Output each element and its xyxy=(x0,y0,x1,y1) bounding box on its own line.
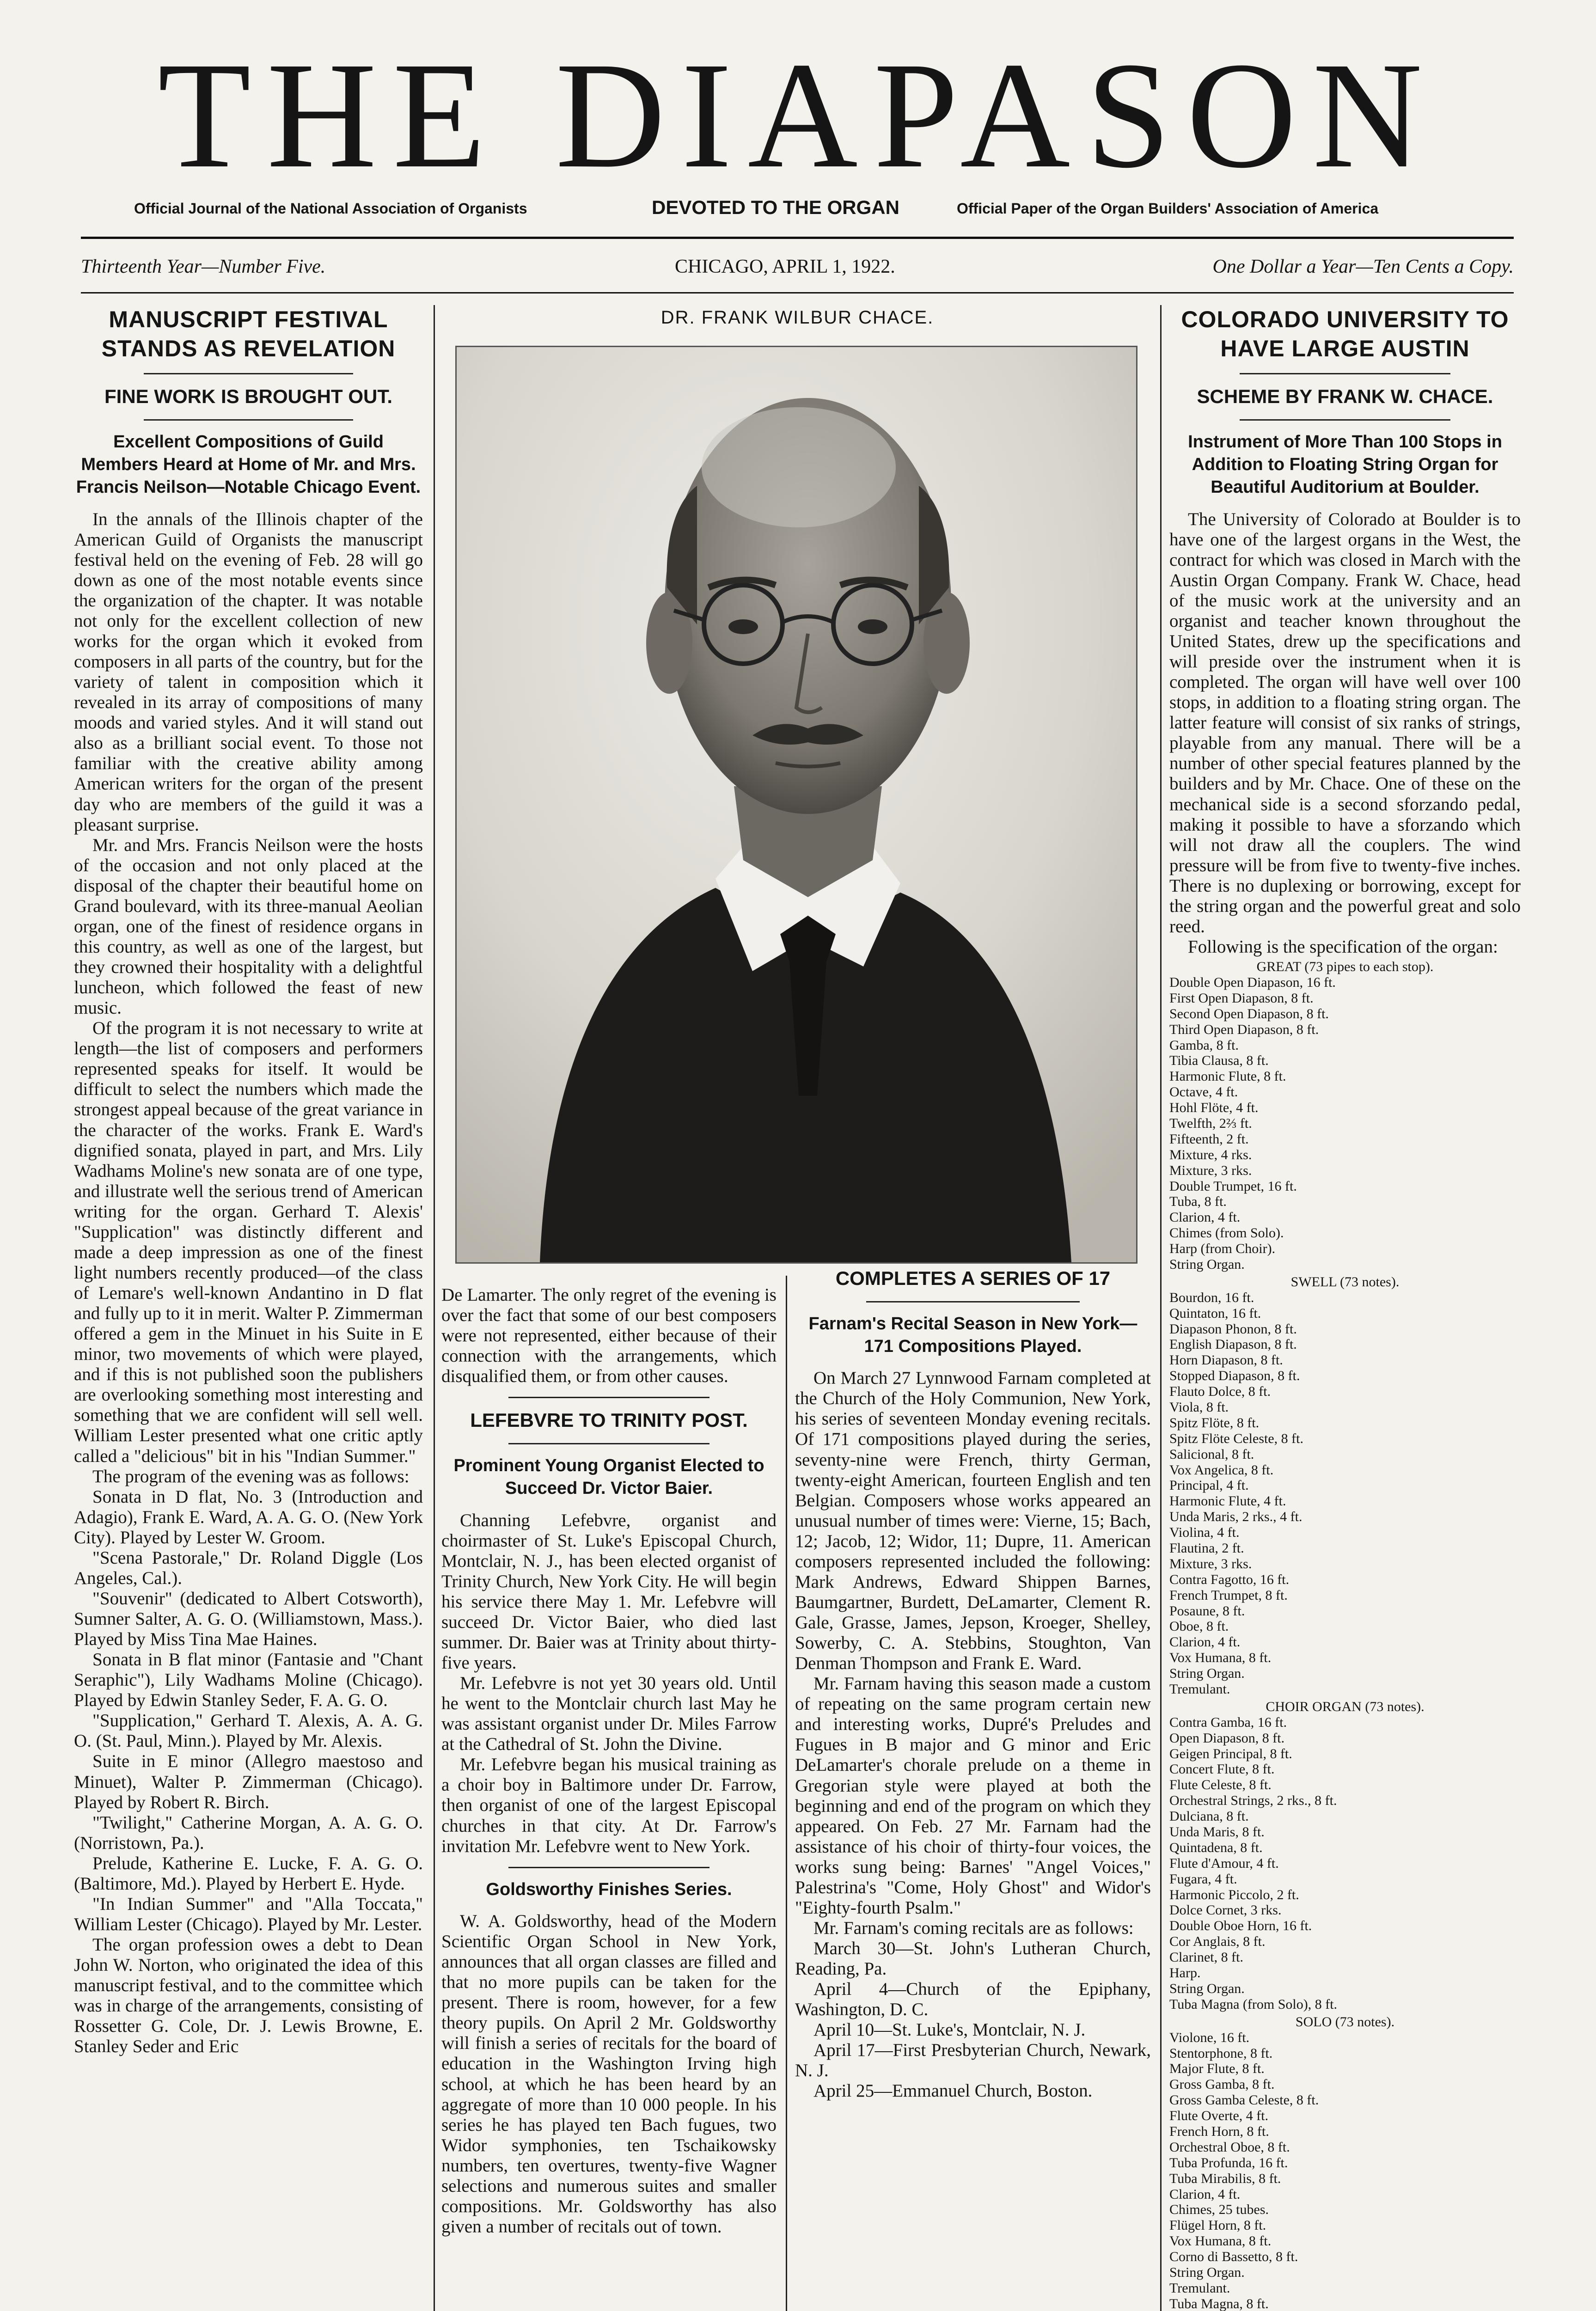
spec-stop: Spitz Flöte Celeste, 8 ft. xyxy=(1169,1431,1303,1446)
portrait-photo xyxy=(455,346,1137,1264)
paragraph: Mr. and Mrs. Francis Neilson were the hosts of the occasion and not only placed at the disposal of the chapter their beautiful home on Grand boulevard, with its three-manual Aeolian organ, one of the finest of residence organs in this country, as well as one of the largest, but they crowned their hospitality with a delightful luncheon, which followed the feast of new music. xyxy=(74,835,423,1018)
spec-stop: Horn Diapason, 8 ft. xyxy=(1169,1352,1283,1368)
rule xyxy=(1240,373,1450,374)
spec-stop: Flute d'Amour, 4 ft. xyxy=(1169,1855,1279,1871)
spec-stop: Quintadena, 8 ft. xyxy=(1169,1840,1263,1855)
continuation-manuscript-festival: De Lamarter. The only regret of the evening is over the fact that some of our best composers were not represented, either because of their connection with the arrangements, which disqualified them, or from other causes. xyxy=(441,1285,777,1387)
paragraph: The program of the evening was as follows: xyxy=(92,1466,410,1486)
spec-stop: Tuba Profunda, 16 ft. xyxy=(1169,2155,1288,2170)
program-item: "In Indian Summer" and "Alla Toccata," William Lester (Chicago). Played by Mr. Lester. xyxy=(74,1894,423,1934)
deck-lefebvre: Prominent Young Organist Elected to Succeed Dr. Victor Baier. xyxy=(453,1455,764,1498)
paragraph: Of the program it is not necessary to write at length—the list of composers and performers represented speaks for itself. It would be difficult to select the numbers which made the strongest appeal because of the great variance in the character of the works. Frank E. Ward's dignified sonata, played in part, and Mrs. Lily Wadhams Moline's new sonata are of one type, and illustrate well the serious trend of American writing for the organ. Gerhard T. Alexis' "Supplication" was distinctly different and made a deep impression as one of the finest light numbers recently produced—of the class of Lemare's well-known Andantino in D flat and fully up to it in merit. Walter P. Zimmerman offered a gem in the Minuet in his Suite in E minor, two movements of which were played, and if this is not published soon the publishers are overlooking something most interesting and something that we are confident will sell well. William Lester presented what one critic aptly called a "delicious" bit in his "Indian Summer." xyxy=(74,1018,423,1466)
spec-stop: Contra Gamba, 16 ft. xyxy=(1169,1714,1287,1730)
column-rule-1 xyxy=(434,305,435,2311)
article-manuscript-festival xyxy=(74,305,423,2057)
masthead-rule xyxy=(81,237,1514,239)
article-farnam xyxy=(795,1266,1151,2102)
rule xyxy=(508,1397,709,1398)
spec-stop: String Organ. xyxy=(1169,2264,1245,2280)
spec-stop: Hohl Flöte, 4 ft. xyxy=(1169,1100,1259,1116)
paragraph: Mr. Lefebvre is not yet 30 years old. Until he went to the Montclair church last May he was assistant organist under Dr. Miles Farrow at the Cathedral of St. John the Divine. xyxy=(441,1673,777,1755)
paragraph: The organ profession owes a debt to Dean John W. Norton, who originated the idea of this manuscript festival, and to the committee which was in charge of the arrangements, consisting of Rossetter G. Cole, Dr. J. Lewis Browne, E. Stanley Seder and Eric xyxy=(74,1935,423,2057)
spec-stop: Oboe, 8 ft. xyxy=(1169,1619,1229,1634)
spec-stop: Chimes, 25 tubes. xyxy=(1169,2202,1269,2218)
headline-manuscript-festival: MANUSCRIPT FESTIVAL STANDS AS REVELATION xyxy=(101,306,396,361)
spec-stop: Vox Humana, 8 ft. xyxy=(1169,2233,1272,2249)
spec-stop: Fugara, 4 ft. xyxy=(1169,1871,1237,1887)
rule xyxy=(866,1301,1080,1302)
column-rule-2 xyxy=(786,1276,787,2311)
spec-stop: Harp (from Choir). xyxy=(1169,1241,1276,1257)
masthead-subtitles xyxy=(106,196,1493,224)
subhead-fine-work: FINE WORK IS BROUGHT OUT. xyxy=(104,385,392,407)
headline-goldsworthy: Goldsworthy Finishes Series. xyxy=(486,1879,732,1899)
program-item: "Twilight," Catherine Morgan, A. A. G. O. (Norristown, Pa.). xyxy=(74,1812,423,1853)
spec-stop: Orchestral Strings, 2 rks., 8 ft. xyxy=(1169,1793,1337,1809)
paragraph: W. A. Goldsworthy, head of the Modern Scientific Organ School in New York, announces that all organ classes are filled and that no more pupils can be taken for the present. There is room, however, for a few theory pupils. On April 2 Mr. Goldsworthy will finish a series of recitals for the board of education in the Washington Irving high school, at which he has been heard by an aggregate of more than 10 000 people. In his series he has played ten Bach fugues, two Widor symphonies, ten Tschaikowsky numbers, ten overtures, twenty-five Wagner selections and numerous suites and smaller compositions. Mr. Goldsworthy has also given a number of recitals out of town. xyxy=(441,1911,777,2237)
masthead-right-note: Official Paper of the Organ Builders' Association of America xyxy=(957,200,1379,217)
spec-stop: Third Open Diapason, 8 ft. xyxy=(1169,1021,1319,1037)
spec-division-heading: SOLO (73 notes). xyxy=(1295,2014,1395,2030)
program-item: "Scena Pastorale," Dr. Roland Diggle (Los Angeles, Cal.). xyxy=(74,1547,423,1588)
spec-stop: Concert Flute, 8 ft. xyxy=(1169,1761,1275,1777)
spec-stop: Double Oboe Horn, 16 ft. xyxy=(1169,1918,1312,1934)
spec-stop: Flauto Dolce, 8 ft. xyxy=(1169,1384,1271,1400)
spec-stop: Tremulant. xyxy=(1169,1681,1230,1697)
spec-stop: Double Open Diapason, 16 ft. xyxy=(1169,974,1336,990)
paragraph: The University of Colorado at Boulder is to have one of the largest organs in the West, the contract for which was closed in March with the Austin Organ Company. Frank W. Chace, head of the music work at the university and an organist and teacher known throughout the United States, drew up the specifications and will preside over the instrument when it is completed. The organ will have well over 100 stops, in addition to a floating string organ. The latter feature will consist of six ranks of strings, playable from any manual. There will be a number of other special features planned by the builders and by Mr. Chace. One of these on the mechanical side is a second sforzando pedal, making it possible to have a sforzando which will not draw all the couplers. The wind pressure will be from five to twenty-five inches. There is no duplexing or borrowing, except for the string organ and the powerful great and solo reed. xyxy=(1169,509,1521,936)
spec-stop: French Trumpet, 8 ft. xyxy=(1169,1587,1288,1603)
program-item: "Supplication," Gerhard T. Alexis, A. A. G. O. (St. Paul, Minn.). Played by Mr. Alexis. xyxy=(74,1711,423,1751)
photo-caption: DR. FRANK WILBUR CHACE. xyxy=(660,307,934,328)
spec-division-heading: CHOIR ORGAN (73 notes). xyxy=(1266,1699,1425,1714)
spec-stop: Tuba, 8 ft. xyxy=(1169,1194,1227,1210)
paragraph: Mr. Farnam having this season made a custom of repeating on the same program certain new and interesting works, Dupré's Preludes and Fugues in B major and G minor and Eric DeLamarter's chorale prelude on a theme in Gregorian style were played at both the beginning and end of the program on which they appeared. On Feb. 27 Mr. Farnam had the assistance of his choir of thirty-four voices, the works sung being: Barnes' "Angel Voices," Palestrina's "Come, Holy Ghost" and Widor's "Eighty-fourth Psalm." xyxy=(795,1674,1151,1918)
program-item: "Souvenir" (dedicated to Albert Cotsworth), Sumner Salter, A. G. O. (Williamstown, Mass.). Played by Miss Tina Mae Haines. xyxy=(74,1588,423,1650)
spec-stop: Second Open Diapason, 8 ft. xyxy=(1169,1006,1329,1021)
spec-stop: Spitz Flöte, 8 ft. xyxy=(1169,1415,1260,1431)
spec-stop: Stentorphone, 8 ft. xyxy=(1169,2045,1273,2061)
spec-stop: Viola, 8 ft. xyxy=(1169,1399,1229,1415)
paragraph: Following is the specification of the organ: xyxy=(1188,936,1498,957)
spec-stop: Tuba Mirabilis, 8 ft. xyxy=(1169,2170,1281,2186)
dateline-price: One Dollar a Year—Ten Cents a Copy. xyxy=(1212,256,1514,277)
spec-stop: String Organ. xyxy=(1169,1981,1245,1996)
spec-division-heading: GREAT (73 pipes to each stop). xyxy=(1256,959,1434,975)
spec-stop: Tremulant. xyxy=(1169,2280,1230,2296)
dateline-rule xyxy=(81,292,1514,293)
headline-colorado: COLORADO UNIVERSITY TO HAVE LARGE AUSTIN xyxy=(1181,306,1509,361)
spec-stop: Violone, 16 ft. xyxy=(1169,2030,1250,2045)
headline-farnam: COMPLETES A SERIES OF 17 xyxy=(835,1267,1111,1289)
program-item: Sonata in D flat, No. 3 (Introduction and Adagio), Frank E. Ward, A. A. G. O. (New York City). Played by Lester W. Groom. xyxy=(74,1486,423,1547)
paragraph: Channing Lefebvre, organist and choirmaster of St. Luke's Episcopal Church, Montclair, N. J., has been elected organist of Trinity Church, New York City. He will begin his service there May 1. Mr. Lefebvre will succeed Dr. Victor Baier, who died last summer. Dr. Baier was at Trinity about thirty-five years. xyxy=(441,1510,777,1673)
masthead-title: THE DIAPASON xyxy=(158,31,1438,200)
deck-manuscript-festival: Excellent Compositions of Guild Members Heard at Home of Mr. and Mrs. Francis Neilson—Notable Chicago Event. xyxy=(76,432,421,497)
spec-stop: Geigen Principal, 8 ft. xyxy=(1169,1746,1292,1761)
program-item: Suite in E minor (Allegro maestoso and Minuet), Walter P. Zimmerman (Chicago). Played by Robert R. Birch. xyxy=(74,1751,423,1812)
headline-lefebvre: LEFEBVRE TO TRINITY POST. xyxy=(470,1409,748,1431)
program-item: Sonata in B flat minor (Fantasie and "Chant Seraphic"), Lily Wadhams Moline (Chicago). Played by Edwin Stanley Seder, F. A. G. O. xyxy=(74,1650,423,1711)
spec-stop: French Horn, 8 ft. xyxy=(1169,2123,1269,2139)
spec-stop: English Diapason, 8 ft. xyxy=(1169,1337,1297,1352)
rule xyxy=(508,1867,709,1868)
spec-stop: Gross Gamba Celeste, 8 ft. xyxy=(1169,2092,1319,2108)
spec-stop: Harmonic Flute, 4 ft. xyxy=(1169,1493,1286,1509)
spec-stop: Stopped Diapason, 8 ft. xyxy=(1169,1368,1300,1384)
spec-stop: Twelfth, 2⅔ ft. xyxy=(1169,1115,1252,1131)
recital-date: April 17—First Presbyterian Church, Newark, N. J. xyxy=(795,2040,1151,2081)
spec-stop: Harmonic Flute, 8 ft. xyxy=(1169,1069,1286,1084)
spec-stop: Gross Gamba, 8 ft. xyxy=(1169,2077,1275,2092)
spec-stop: Flautina, 2 ft. xyxy=(1169,1541,1244,1556)
dateline xyxy=(81,256,1514,283)
spec-stop-list xyxy=(1169,1715,1521,2012)
spec-stop: Mixture, 4 rks. xyxy=(1169,1147,1252,1162)
paragraph: On March 27 Lynnwood Farnam completed at the Church of the Holy Communion, New York, his series of seventeen Monday evening recitals. Of 171 compositions played during the series, seventy-nine were French, thirty German, twenty-eight American, fourteen English and ten Belgian. Composers whose works appeared an unusual number of times were: Vierne, 15; Bach, 12; Jacob, 12; Widor, 11; Dupre, 11. American composers represented included the following: Mark Andrews, Edward Shippen Barnes, Baumgartner, Burdett, DeLamarter, Clement R. Gale, Grasse, James, Jepson, Kroeger, Shelley, Sowerby, C. A. Stebbins, Stoughton, Van Denman Thompson and Frank E. Ward. xyxy=(795,1368,1151,1674)
deck-farnam: Farnam's Recital Season in New York—171 Compositions Played. xyxy=(808,1314,1137,1356)
spec-stop: Contra Fagotto, 16 ft. xyxy=(1169,1571,1290,1587)
spec-stop: Dolce Cornet, 3 rks. xyxy=(1169,1902,1282,1918)
organ-specification xyxy=(1169,959,1521,2311)
spec-stop: Double Trumpet, 16 ft. xyxy=(1169,1178,1297,1194)
spec-stop: Posaune, 8 ft. xyxy=(1169,1603,1245,1619)
spec-stop: Unda Maris, 2 rks., 4 ft. xyxy=(1169,1509,1302,1525)
spec-stop: Vox Humana, 8 ft. xyxy=(1169,1650,1272,1666)
rule xyxy=(508,1443,709,1444)
rule xyxy=(144,373,353,374)
recital-date: March 30—St. John's Lutheran Church, Reading, Pa. xyxy=(795,1938,1151,1979)
spec-stop: Octave, 4 ft. xyxy=(1169,1084,1238,1100)
program-item: Prelude, Katherine E. Lucke, F. A. G. O. (Baltimore, Md.). Played by Herbert E. Hyde. xyxy=(74,1853,423,1894)
spec-stop: Harmonic Piccolo, 2 ft. xyxy=(1169,1887,1299,1902)
spec-stop: Flute Overte, 4 ft. xyxy=(1169,2108,1269,2124)
spec-stop: Mixture, 3 rks. xyxy=(1169,1556,1252,1571)
article-lefebvre xyxy=(441,1285,777,2237)
spec-stop-list xyxy=(1169,2030,1521,2311)
spec-stop: Open Diapason, 8 ft. xyxy=(1169,1730,1285,1746)
spec-stop: Clarion, 4 ft. xyxy=(1169,1634,1241,1650)
spec-stop: Corno di Bassetto, 8 ft. xyxy=(1169,2249,1298,2265)
spec-stop: Bourdon, 16 ft. xyxy=(1169,1290,1254,1305)
spec-stop: Violina, 4 ft. xyxy=(1169,1525,1240,1541)
paragraph: Mr. Lefebvre began his musical training as a choir boy in Baltimore under Dr. Farrow, then organist of one of the largest Episcopal churches in that city. At Dr. Farrow's invitation Mr. Lefebvre went to New York. xyxy=(441,1755,777,1856)
deck-colorado: Instrument of More Than 100 Stops in Addition to Floating String Organ for Beautiful Auditorium at Boulder. xyxy=(1188,432,1502,497)
recital-date: April 25—Emmanuel Church, Boston. xyxy=(813,2081,1093,2101)
spec-stop: Harp. xyxy=(1169,1965,1201,1981)
spec-stop: Tibia Clausa, 8 ft. xyxy=(1169,1053,1269,1069)
spec-division-heading: SWELL (73 notes). xyxy=(1290,1274,1400,1290)
spec-stop: Flügel Horn, 8 ft. xyxy=(1169,2218,1266,2233)
spec-stop: Quintaton, 16 ft. xyxy=(1169,1305,1261,1321)
spec-stop: Tuba Magna, 8 ft. xyxy=(1169,2296,1269,2311)
rule xyxy=(1240,419,1450,421)
spec-stop: Fifteenth, 2 ft. xyxy=(1169,1131,1249,1147)
spec-stop: Salicional, 8 ft. xyxy=(1169,1446,1254,1462)
masthead-center-note: DEVOTED TO THE ORGAN xyxy=(652,196,899,218)
spec-stop-list xyxy=(1169,1290,1521,1697)
spec-stop: Flute Celeste, 8 ft. xyxy=(1169,1777,1272,1793)
spec-stop: Dulciana, 8 ft. xyxy=(1169,1809,1249,1824)
spec-stop: Diapason Phonon, 8 ft. xyxy=(1169,1321,1297,1337)
spec-stop: Unda Maris, 8 ft. xyxy=(1169,1824,1265,1840)
rule xyxy=(144,419,353,421)
masthead-left-note: Official Journal of the National Association of Organists xyxy=(134,200,527,217)
spec-stop: First Open Diapason, 8 ft. xyxy=(1169,990,1314,1006)
subhead-chace-scheme: SCHEME BY FRANK W. CHACE. xyxy=(1197,385,1493,407)
dateline-issue: Thirteenth Year—Number Five. xyxy=(81,256,326,277)
spec-stop: String Organ. xyxy=(1169,1256,1245,1272)
spec-stop: Chimes (from Solo). xyxy=(1169,1225,1284,1241)
spec-stop: Vox Angelica, 8 ft. xyxy=(1169,1462,1274,1478)
portrait-illustration xyxy=(457,347,1136,1262)
dateline-date: CHICAGO, APRIL 1, 1922. xyxy=(675,256,895,277)
column-rule-3 xyxy=(1160,305,1162,2311)
spec-stop: Mixture, 3 rks. xyxy=(1169,1162,1252,1178)
recital-date: April 4—Church of the Epiphany, Washington, D. C. xyxy=(795,1979,1151,2020)
spec-stop: Orchestral Oboe, 8 ft. xyxy=(1169,2139,1290,2155)
spec-stop: Clarion, 4 ft. xyxy=(1169,1210,1241,1225)
spec-stop: Major Flute, 8 ft. xyxy=(1169,2061,1265,2077)
paragraph: In the annals of the Illinois chapter of the American Guild of Organists the manuscript festival held on the evening of Feb. 28 will go down as one of the most notable events since the organization of the chapter. It was notable not only for the excellent collection of new works for the organ which it evoked from composers in all parts of the country, but for the variety of talent in composition which it revealed in its array of compositions of many moods and varied styles. And it will stand out also as a brilliant social event. To those not familiar with the creative ability among American writers for the organ of the present day who are members of the guild it was a pleasant surprise. xyxy=(74,509,423,835)
recital-date: April 10—St. Luke's, Montclair, N. J. xyxy=(813,2020,1086,2040)
spec-stop: String Organ. xyxy=(1169,1666,1245,1681)
spec-stop: Gamba, 8 ft. xyxy=(1169,1037,1239,1053)
article-colorado-austin xyxy=(1169,305,1521,2311)
spec-stop: Tuba Magna (from Solo), 8 ft. xyxy=(1169,1996,1338,2012)
spec-stop-list xyxy=(1169,975,1521,1272)
spec-stop: Clarinet, 8 ft. xyxy=(1169,1950,1243,1965)
spec-stop: Cor Anglais, 8 ft. xyxy=(1169,1934,1266,1950)
paragraph: Mr. Farnam's coming recitals are as follows: xyxy=(813,1918,1134,1938)
spec-stop: Principal, 4 ft. xyxy=(1169,1478,1249,1493)
spec-stop: Clarion, 4 ft. xyxy=(1169,2186,1241,2202)
